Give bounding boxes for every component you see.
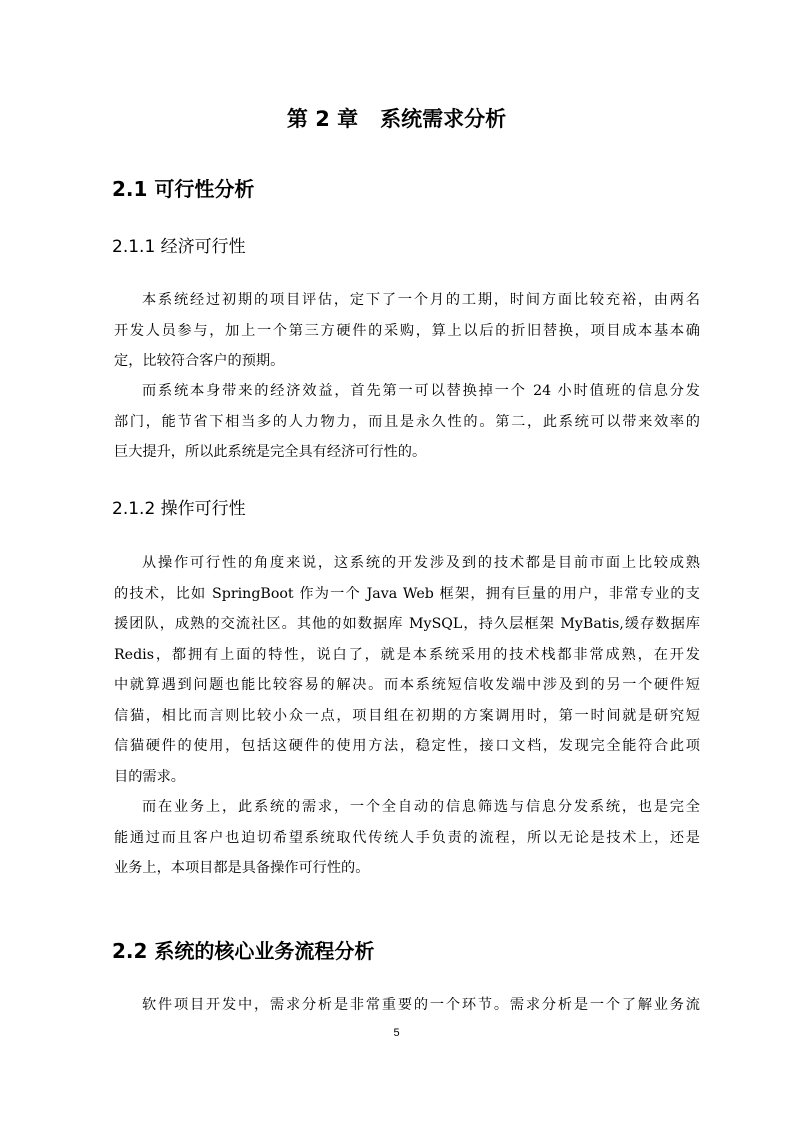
paragraph-operational-1 (114, 548, 700, 792)
chapter-title: 第 2 章 系统需求分析 (286, 107, 507, 131)
text-line: 开发人员参与，加上一个第三方硬件的采购，算上以后的折旧替换，项目成本基本确 (114, 322, 700, 339)
text-line: 信猫硬件的使用，包括这硬件的使用方法，稳定性，接口文档，发现完全能符合此项 (114, 738, 700, 754)
text-line: 定，比较符合客户的预期。 (114, 353, 285, 369)
text-line: 能通过而且客户也迫切希望系统取代传统人手负责的流程，所以无论是技术上，还是 (114, 829, 700, 846)
text-line: 援团队，成熟的交流社区。其他的如数据库 MySQL，持久层框架 MyBatis,缓存数据库 (114, 616, 700, 632)
text-line: 信猫，相比而言则比较小众一点，项目组在初期的方案调用时，第一时间就是研究短 (114, 707, 700, 724)
section-heading-2-1-1: 2.1.1 经济可行性 (112, 237, 246, 257)
section-heading-2-1: 2.1 可行性分析 (112, 177, 255, 201)
text-line: 的技术，比如 SpringBoot 作为一个 Java Web 框架，拥有巨量的用户，非常专业的支 (114, 585, 700, 602)
text-line: 本系统经过初期的项目评估，定下了一个月的工期，时间方面比较充裕，由两名 (142, 292, 700, 308)
text-line: 业务上，本项目都是具备操作可行性的。 (114, 860, 370, 876)
text-line: 巨大提升，所以此系统是完全具有经济可行性的。 (114, 444, 427, 460)
text-line: 中就算遇到问题也能比较容易的解决。而本系统短信收发端中涉及到的另一个硬件短 (114, 677, 700, 693)
page-number: 5 (393, 1027, 400, 1039)
text-line: 而系统本身带来的经济效益，首先第一可以替换掉一个 24 小时值班的信息分发 (142, 383, 700, 399)
paragraph-economic-1 (114, 285, 700, 377)
section-heading-2-2: 2.2 系统的核心业务流程分析 (112, 939, 375, 963)
text-line: 软件项目开发中，需求分析是非常重要的一个环节。需求分析是一个了解业务流 (142, 997, 700, 1013)
paragraph-operational-2 (114, 792, 700, 884)
text-line: 从操作可行性的角度来说，这系统的开发涉及到的技术都是目前市面上比较成熟 (142, 555, 700, 571)
text-line: 目的需求。 (114, 768, 185, 785)
text-line: 而在业务上，此系统的需求，一个全自动的信息筛选与信息分发系统，也是完全 (142, 799, 700, 815)
text-line: Redis，都拥有上面的特性，说白了，就是本系统采用的技术栈都非常成熟，在开发 (114, 646, 700, 663)
paragraph-economic-2 (114, 376, 700, 468)
paragraph-core-process-1 (114, 990, 700, 1021)
section-heading-2-1-2: 2.1.2 操作可行性 (112, 499, 246, 519)
text-line: 部门，能节省下相当多的人力物力，而且是永久性的。第二，此系统可以带来效率的 (114, 413, 700, 430)
